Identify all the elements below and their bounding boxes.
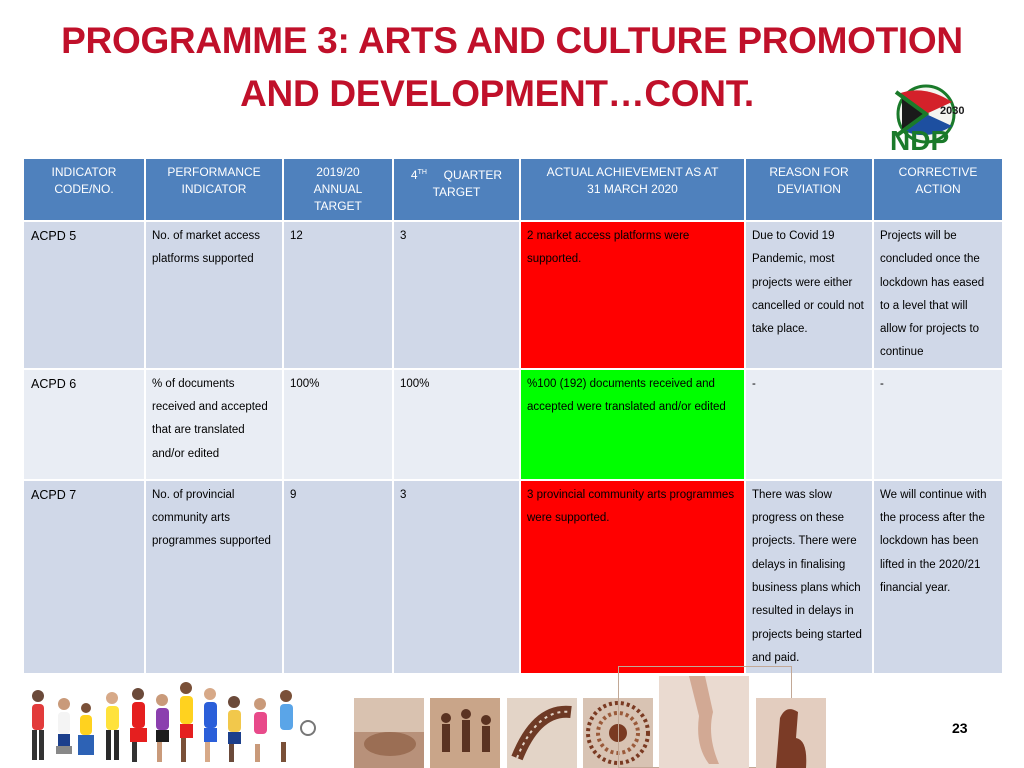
header-text: CORRECTIVE: [898, 165, 978, 179]
cell-code: ACPD 7: [23, 480, 145, 674]
braille-reading-image: [354, 698, 424, 768]
cell-quarter-target: 3: [393, 480, 520, 674]
header-text: INDICATOR: [181, 182, 247, 196]
slide-title-line-1: PROGRAMME 3: ARTS AND CULTURE PROMOTION: [61, 20, 963, 61]
table-row: [23, 369, 1003, 480]
ballet-shoes-image: [659, 676, 749, 768]
cell-reason: -: [745, 369, 873, 480]
header-text: REASON FOR: [769, 165, 849, 179]
header-annual-target: [283, 158, 393, 221]
performance-table: [22, 157, 1004, 675]
film-reel-image: [507, 698, 577, 768]
header-text: TARGET: [314, 199, 362, 213]
cell-indicator: No. of market access platforms supported: [145, 221, 283, 369]
cell-indicator: % of documents received and accepted that are translated and/or edited: [145, 369, 283, 480]
cell-code: ACPD 6: [23, 369, 145, 480]
header-text: CODE/NO.: [54, 182, 114, 196]
saxophone-player-image: [756, 698, 826, 768]
cell-annual-target: 100%: [283, 369, 393, 480]
header-text: ACTUAL ACHIEVEMENT AS AT: [546, 165, 719, 179]
header-performance-indicator: [145, 158, 283, 221]
header-text: 31 MARCH 2020: [587, 182, 678, 196]
cell-corrective-action: We will continue with the process after the lockdown has been lifted in the 2020/21 financial year.: [873, 480, 1003, 674]
cell-corrective-action: Projects will be concluded once the lockdown has eased to a level that will allow for projects to continue: [873, 221, 1003, 369]
slide-title: [0, 14, 1024, 120]
table-row: [23, 221, 1003, 369]
cell-reason: Due to Covid 19 Pandemic, most projects were either cancelled or could not take place.: [745, 221, 873, 369]
cell-quarter-target: 100%: [393, 369, 520, 480]
header-text: 4: [410, 168, 418, 182]
ndp-2030-logo: [884, 84, 964, 154]
header-text: ANNUAL: [313, 182, 363, 196]
header-text: QUARTER: [443, 168, 503, 182]
footer-image-strip: [0, 660, 1024, 768]
logo-year: 2030: [940, 105, 964, 117]
header-text: PERFORMANCE: [167, 165, 261, 179]
header-quarter-target: [393, 158, 520, 221]
header-text: ACTION: [915, 182, 961, 196]
cell-quarter-target: 3: [393, 221, 520, 369]
header-text: DEVIATION: [777, 182, 841, 196]
header-text: INDICATOR: [51, 165, 117, 179]
header-text: 2019/20: [316, 165, 360, 179]
header-corrective-action: [873, 158, 1003, 221]
table-header-row: [23, 158, 1003, 221]
cell-annual-target: 12: [283, 221, 393, 369]
children-sports-image: [20, 674, 320, 768]
logo-text: NDP: [890, 125, 950, 154]
header-reason-for-deviation: [745, 158, 873, 221]
dancers-silhouette-image: [430, 698, 500, 768]
cell-reason: There was slow progress on these projects. There were delays in finalising business plans which resulted in delays in projects being started and paid.: [745, 480, 873, 674]
header-text: TARGET: [432, 185, 481, 199]
header-superscript: TH: [417, 169, 427, 176]
header-indicator-code: [23, 158, 145, 221]
cell-actual-achievement: 2 market access platforms were supported.: [520, 221, 745, 369]
page-number: 23: [952, 720, 968, 736]
cell-actual-achievement: %100 (192) documents received and accepted were translated and/or edited: [520, 369, 745, 480]
table-row: [23, 480, 1003, 674]
header-actual-achievement: [520, 158, 745, 221]
slide-title-line-2: AND DEVELOPMENT…CONT.: [240, 73, 754, 114]
cell-code: ACPD 5: [23, 221, 145, 369]
cell-annual-target: 9: [283, 480, 393, 674]
cell-corrective-action: -: [873, 369, 1003, 480]
cell-indicator: No. of provincial community arts programmes supported: [145, 480, 283, 674]
cell-actual-achievement: 3 provincial community arts programmes were supported.: [520, 480, 745, 674]
